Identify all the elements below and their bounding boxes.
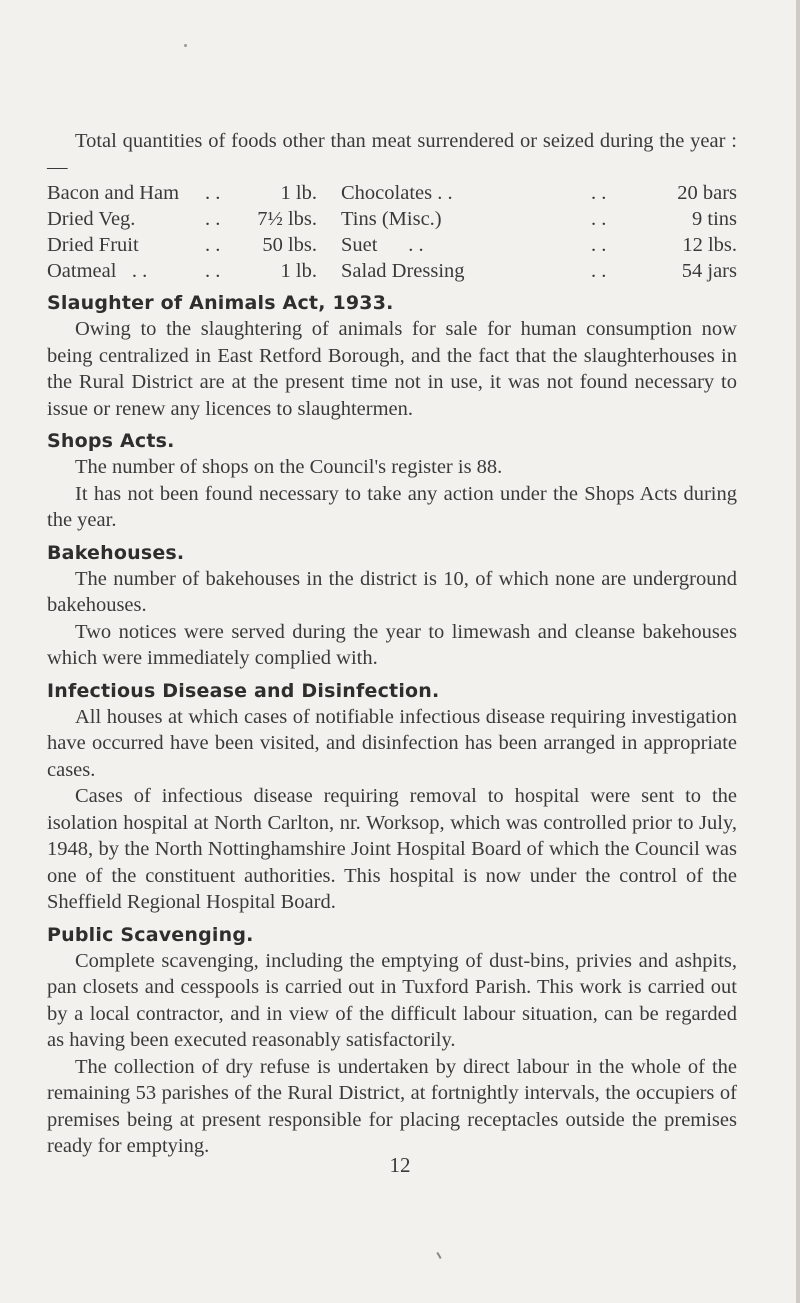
food-item: Dried Fruit	[47, 234, 139, 256]
food-quantity: 9 tins	[692, 208, 737, 230]
leader-dots: . .	[591, 208, 607, 230]
paper-speck	[436, 1252, 441, 1259]
section-paragraph: The number of shops on the Council's register is 88.	[75, 456, 503, 478]
food-quantity: 50 lbs.	[262, 234, 317, 256]
food-item: Bacon and Ham	[47, 182, 180, 204]
section-heading: Infectious Disease and Disinfection.	[47, 679, 440, 702]
food-item: Oatmeal . .	[47, 260, 148, 282]
food-quantity: 1 lb.	[280, 182, 317, 204]
section-paragraph: All houses at which cases of notifiable infectious disease requiring investigation have occurred have been visited, and disinfection has been arranged in appropriate cases.	[47, 705, 737, 781]
food-item: Suet . .	[341, 234, 424, 256]
leader-dots: . .	[591, 260, 607, 282]
table-row	[47, 258, 737, 284]
section-paragraph: The number of bakehouses in the district is 10, of which none are underground bakehouses.	[47, 567, 737, 616]
food-item: Chocolates . .	[341, 182, 453, 204]
page-number: 12	[389, 1153, 411, 1177]
food-quantity: 12 lbs.	[682, 234, 737, 256]
food-quantity: 1 lb.	[280, 260, 317, 282]
table-row	[47, 206, 737, 232]
food-quantity: 20 bars	[677, 182, 737, 204]
foods-table	[47, 180, 737, 284]
table-row	[47, 232, 737, 258]
paper-speck	[184, 44, 187, 47]
section-paragraph: Owing to the slaughtering of animals for sale for human consumption now being centralized in East Retford Borough, and the fact that the slaughterhouses in the Rural District are at the present time not in use, it was not found necessary to issue or renew any licences to slaughtermen.	[47, 318, 737, 420]
section-paragraph: Two notices were served during the year to limewash and cleanse bakehouses which were immediately complied with.	[47, 620, 737, 669]
section-heading: Bakehouses.	[47, 541, 185, 564]
leader-dots: . .	[205, 260, 221, 282]
leader-dots: . .	[591, 182, 607, 204]
food-quantity: 54 jars	[681, 260, 737, 282]
section-paragraph: The collection of dry refuse is undertaken by direct labour in the whole of the remaining 53 parishes of the Rural District, at fortnightly intervals, the occupiers of premises being at present responsible for placing receptacles outside the premises ready for emptying.	[47, 1055, 737, 1157]
leader-dots: . .	[591, 234, 607, 256]
section-heading: Public Scavenging.	[47, 923, 254, 946]
section-heading: Slaughter of Animals Act, 1933.	[47, 292, 394, 314]
food-quantity: 7½ lbs.	[257, 208, 317, 230]
section-paragraph: Complete scavenging, including the emptying of dust-bins, privies and ashpits, pan closets and cesspools is carried out in Tuxford Parish. This work is carried out by a local contractor, and in view of the difficult labour situation, can be regarded as having been executed reasonably satisfactorily.	[47, 949, 737, 1051]
section-paragraph: Cases of infectious disease requiring removal to hospital were sent to the isolation hospital at North Carlton, nr. Worksop, which was controlled prior to July, 1948, by the North Nottinghamshire Joint Hospital Board of which the Council was one of the constituent authorities. This hospital is now under the control of the Sheffield Regional Hospital Board.	[47, 785, 737, 913]
leader-dots: . .	[205, 234, 221, 256]
section-paragraph: It has not been found necessary to take any action under the Shops Acts during the year.	[47, 482, 737, 531]
leader-dots: . .	[205, 182, 221, 204]
section-heading: Shops Acts.	[47, 430, 175, 452]
leader-dots: . .	[205, 208, 221, 230]
page-body	[47, 128, 737, 1160]
foods-intro: Total quantities of foods other than meat surrendered or seized during the year :—	[47, 130, 737, 178]
food-item: Dried Veg.	[47, 208, 136, 230]
food-item: Salad Dressing	[341, 260, 465, 282]
food-item: Tins (Misc.)	[341, 208, 442, 230]
page-edge-shadow	[796, 0, 800, 1303]
table-row	[47, 180, 737, 206]
